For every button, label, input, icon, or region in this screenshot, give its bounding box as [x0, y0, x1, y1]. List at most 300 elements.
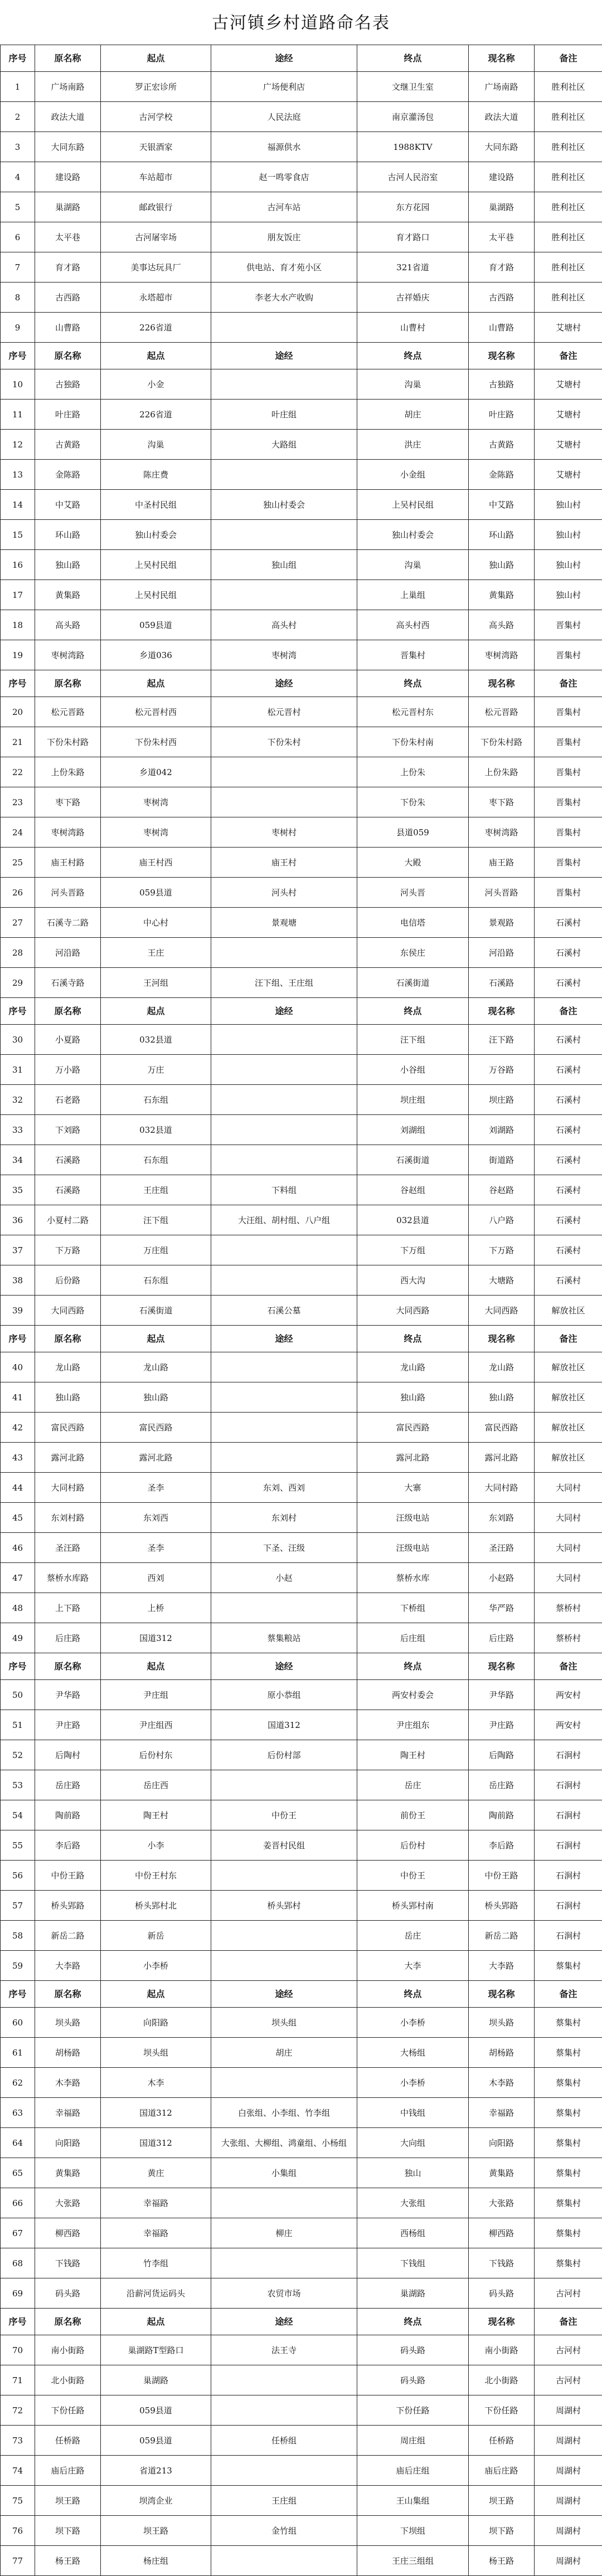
road-naming-table	[0, 45, 602, 2576]
cell-start-point: 圣李	[101, 1533, 211, 1563]
cell-row-number: 72	[1, 2395, 35, 2426]
cell-original-name: 中份王路	[35, 1861, 101, 1891]
cell-original-name: 石老路	[35, 1085, 101, 1115]
cell-row-number: 54	[1, 1800, 35, 1830]
cell-remarks: 大同村	[535, 1503, 602, 1533]
cell-end-point: 大杨组	[357, 2038, 469, 2068]
cell-end-point: 晋集村	[357, 640, 469, 670]
cell-route-via: 王庄组	[211, 2486, 357, 2516]
cell-row-number: 29	[1, 968, 35, 998]
cell-row-number: 75	[1, 2486, 35, 2516]
cell-original-name: 石溪路	[35, 1175, 101, 1205]
table-row	[1, 252, 602, 283]
table-header-row	[1, 343, 602, 369]
header-end-point: 终点	[357, 1326, 469, 1352]
cell-start-point: 向阳路	[101, 2008, 211, 2038]
cell-remarks: 独山村	[535, 520, 602, 550]
table-row	[1, 1296, 602, 1326]
table-row	[1, 757, 602, 787]
cell-original-name: 枣下路	[35, 787, 101, 817]
cell-remarks: 大同村	[535, 1533, 602, 1563]
header-start-point: 起点	[101, 45, 211, 72]
cell-route-via: 庙王村	[211, 848, 357, 878]
cell-remarks: 石涧村	[535, 1800, 602, 1830]
cell-route-via	[211, 1025, 357, 1055]
cell-route-via: 东刘村	[211, 1503, 357, 1533]
cell-start-point: 省道213	[101, 2456, 211, 2486]
cell-remarks: 蔡集村	[535, 2008, 602, 2038]
cell-current-name: 大同村路	[469, 1473, 535, 1503]
cell-remarks: 石溪村	[535, 1235, 602, 1265]
cell-current-name: 谷赵路	[469, 1175, 535, 1205]
cell-start-point: 乡道036	[101, 640, 211, 670]
cell-original-name: 木李路	[35, 2068, 101, 2098]
cell-route-via	[211, 2068, 357, 2098]
cell-end-point: 321省道	[357, 252, 469, 283]
cell-remarks: 石溪村	[535, 1265, 602, 1296]
cell-row-number: 48	[1, 1593, 35, 1623]
cell-row-number: 45	[1, 1503, 35, 1533]
cell-route-via	[211, 757, 357, 787]
cell-start-point: 226省道	[101, 400, 211, 430]
cell-remarks: 古河村	[535, 2278, 602, 2309]
cell-remarks: 胜利社区	[535, 252, 602, 283]
cell-remarks: 古河村	[535, 2335, 602, 2365]
cell-remarks: 胜利社区	[535, 283, 602, 313]
cell-row-number: 1	[1, 72, 35, 102]
cell-remarks: 蔡集村	[535, 2098, 602, 2128]
cell-end-point: 古祥婚庆	[357, 283, 469, 313]
cell-current-name: 古西路	[469, 283, 535, 313]
cell-end-point: 中份王	[357, 1861, 469, 1891]
cell-original-name: 河头晋路	[35, 878, 101, 908]
cell-current-name: 山曹路	[469, 313, 535, 343]
cell-row-number: 35	[1, 1175, 35, 1205]
table-row	[1, 400, 602, 430]
cell-remarks: 胜利社区	[535, 132, 602, 162]
cell-row-number: 43	[1, 1443, 35, 1473]
table-row	[1, 430, 602, 460]
cell-remarks: 晋集村	[535, 848, 602, 878]
table-row	[1, 1770, 602, 1800]
table-row	[1, 610, 602, 640]
cell-original-name: 环山路	[35, 520, 101, 550]
header-end-point: 终点	[357, 1981, 469, 2008]
cell-end-point: 独山路	[357, 1382, 469, 1413]
table-row	[1, 2516, 602, 2546]
header-original-name: 原名称	[35, 1981, 101, 2008]
table-row	[1, 640, 602, 670]
table-row	[1, 2486, 602, 2516]
cell-end-point: 周庄组	[357, 2426, 469, 2456]
cell-remarks: 独山村	[535, 550, 602, 580]
cell-row-number: 25	[1, 848, 35, 878]
cell-end-point: 山曹村	[357, 313, 469, 343]
header-route-via: 途经	[211, 1653, 357, 1680]
cell-route-via	[211, 1055, 357, 1085]
cell-row-number: 74	[1, 2456, 35, 2486]
cell-remarks: 石溪村	[535, 1145, 602, 1175]
cell-route-via	[211, 938, 357, 968]
cell-route-via: 法王寺	[211, 2335, 357, 2365]
cell-start-point: 黄庄	[101, 2158, 211, 2188]
cell-original-name: 岳庄路	[35, 1770, 101, 1800]
table-row	[1, 787, 602, 817]
cell-row-number: 34	[1, 1145, 35, 1175]
cell-end-point: 小金组	[357, 460, 469, 490]
table-row	[1, 1830, 602, 1861]
page-title: 古河镇乡村道路命名表	[0, 0, 602, 42]
cell-start-point: 国道312	[101, 2098, 211, 2128]
cell-current-name: 下万路	[469, 1235, 535, 1265]
cell-current-name: 桥头郢路	[469, 1891, 535, 1921]
cell-end-point: 下万组	[357, 1235, 469, 1265]
cell-row-number: 65	[1, 2158, 35, 2188]
cell-route-via	[211, 2248, 357, 2278]
header-original-name: 原名称	[35, 2309, 101, 2335]
cell-end-point: 巢湖路	[357, 2278, 469, 2309]
table-row	[1, 1382, 602, 1413]
cell-remarks: 周湖村	[535, 2486, 602, 2516]
cell-end-point: 王庄三组组	[357, 2546, 469, 2576]
cell-end-point: 刘湖组	[357, 1115, 469, 1145]
cell-start-point: 沿薪河货运码头	[101, 2278, 211, 2309]
cell-end-point: 上份朱	[357, 757, 469, 787]
cell-remarks: 解放社区	[535, 1382, 602, 1413]
cell-route-via: 下圣、汪级	[211, 1533, 357, 1563]
cell-start-point: 小李	[101, 1830, 211, 1861]
table-row	[1, 1503, 602, 1533]
cell-end-point: 大李	[357, 1951, 469, 1981]
cell-current-name: 太平巷	[469, 222, 535, 252]
cell-current-name: 尹庄路	[469, 1710, 535, 1740]
cell-row-number: 3	[1, 132, 35, 162]
cell-start-point: 罗正宏诊所	[101, 72, 211, 102]
cell-current-name: 杨王路	[469, 2546, 535, 2576]
cell-route-via: 下料组	[211, 1175, 357, 1205]
cell-route-via: 东刘、西刘	[211, 1473, 357, 1503]
cell-original-name: 坝下路	[35, 2516, 101, 2546]
cell-route-via	[211, 1951, 357, 1981]
cell-row-number: 41	[1, 1382, 35, 1413]
cell-row-number: 15	[1, 520, 35, 550]
cell-remarks: 独山村	[535, 580, 602, 610]
cell-route-via	[211, 1085, 357, 1115]
cell-route-via: 蔡集粮站	[211, 1623, 357, 1653]
cell-original-name: 向阳路	[35, 2128, 101, 2158]
cell-start-point: 沟巢	[101, 430, 211, 460]
cell-remarks: 胜利社区	[535, 162, 602, 192]
header-end-point: 终点	[357, 998, 469, 1025]
cell-remarks: 蔡集村	[535, 2038, 602, 2068]
table-row	[1, 1115, 602, 1145]
cell-original-name: 巢湖路	[35, 192, 101, 222]
header-end-point: 终点	[357, 1653, 469, 1680]
cell-route-via	[211, 2456, 357, 2486]
cell-end-point: 沟巢	[357, 550, 469, 580]
header-original-name: 原名称	[35, 998, 101, 1025]
cell-route-via: 胡庄	[211, 2038, 357, 2068]
cell-row-number: 52	[1, 1740, 35, 1770]
cell-end-point: 码头路	[357, 2335, 469, 2365]
cell-remarks: 解放社区	[535, 1352, 602, 1382]
cell-current-name: 建设路	[469, 162, 535, 192]
cell-row-number: 13	[1, 460, 35, 490]
cell-remarks: 两安村	[535, 1710, 602, 1740]
cell-current-name: 庙后庄路	[469, 2456, 535, 2486]
cell-current-name: 景观路	[469, 908, 535, 938]
cell-row-number: 38	[1, 1265, 35, 1296]
cell-current-name: 河头晋路	[469, 878, 535, 908]
header-remarks: 备注	[535, 45, 602, 72]
cell-original-name: 龙山路	[35, 1352, 101, 1382]
header-original-name: 原名称	[35, 1326, 101, 1352]
cell-row-number: 57	[1, 1891, 35, 1921]
cell-route-via: 供电站、育才苑小区	[211, 252, 357, 283]
header-current-name: 现名称	[469, 45, 535, 72]
header-start-point: 起点	[101, 998, 211, 1025]
cell-end-point: 沟巢	[357, 369, 469, 400]
cell-end-point: 龙山路	[357, 1352, 469, 1382]
cell-remarks: 石溪村	[535, 1205, 602, 1235]
cell-end-point: 电信塔	[357, 908, 469, 938]
cell-start-point: 枣树湾	[101, 817, 211, 848]
cell-end-point: 小李桥	[357, 2068, 469, 2098]
cell-start-point: 下份朱村西	[101, 727, 211, 757]
cell-route-via	[211, 1413, 357, 1443]
cell-original-name: 上份朱路	[35, 757, 101, 787]
cell-remarks: 蔡集村	[535, 2068, 602, 2098]
cell-original-name: 古黄路	[35, 430, 101, 460]
cell-route-via	[211, 313, 357, 343]
cell-route-via	[211, 1115, 357, 1145]
table-row	[1, 908, 602, 938]
cell-original-name: 圣汪路	[35, 1533, 101, 1563]
cell-end-point: 岳庄	[357, 1770, 469, 1800]
cell-end-point: 陶王村	[357, 1740, 469, 1770]
cell-current-name: 刘湖路	[469, 1115, 535, 1145]
table-row	[1, 580, 602, 610]
table-header-row	[1, 1981, 602, 2008]
cell-end-point: 西杨组	[357, 2218, 469, 2248]
table-header-row	[1, 2309, 602, 2335]
cell-original-name: 蔡桥水库路	[35, 1563, 101, 1593]
cell-current-name: 枣下路	[469, 787, 535, 817]
cell-remarks: 晋集村	[535, 640, 602, 670]
cell-route-via	[211, 2395, 357, 2426]
cell-row-number: 61	[1, 2038, 35, 2068]
cell-row-number: 71	[1, 2365, 35, 2395]
cell-original-name: 胡杨路	[35, 2038, 101, 2068]
cell-original-name: 金陈路	[35, 460, 101, 490]
cell-row-number: 58	[1, 1921, 35, 1951]
cell-end-point: 小李桥	[357, 2008, 469, 2038]
table-row	[1, 1921, 602, 1951]
cell-row-number: 16	[1, 550, 35, 580]
cell-end-point: 小谷组	[357, 1055, 469, 1085]
cell-start-point: 桥头郢村北	[101, 1891, 211, 1921]
cell-end-point: 洪庄	[357, 430, 469, 460]
cell-original-name: 下份任路	[35, 2395, 101, 2426]
header-current-name: 现名称	[469, 998, 535, 1025]
cell-start-point: 国道312	[101, 2128, 211, 2158]
header-end-point: 终点	[357, 2309, 469, 2335]
cell-route-via: 大张组、大柳组、鸿童组、小杨组	[211, 2128, 357, 2158]
table-row	[1, 72, 602, 102]
table-row	[1, 2456, 602, 2486]
cell-start-point: 石东组	[101, 1085, 211, 1115]
table-row	[1, 2335, 602, 2365]
cell-route-via	[211, 1770, 357, 1800]
table-row	[1, 102, 602, 132]
table-row	[1, 2218, 602, 2248]
table-row	[1, 222, 602, 252]
cell-end-point: 1988KTV	[357, 132, 469, 162]
table-row	[1, 2008, 602, 2038]
cell-row-number: 36	[1, 1205, 35, 1235]
cell-end-point: 汪级电站	[357, 1533, 469, 1563]
cell-route-via: 河头村	[211, 878, 357, 908]
cell-original-name: 下刘路	[35, 1115, 101, 1145]
cell-remarks: 胜利社区	[535, 72, 602, 102]
cell-row-number: 28	[1, 938, 35, 968]
cell-current-name: 木李路	[469, 2068, 535, 2098]
cell-end-point: 独山村委会	[357, 520, 469, 550]
table-row	[1, 1265, 602, 1296]
cell-remarks: 蔡集村	[535, 2158, 602, 2188]
cell-route-via	[211, 2188, 357, 2218]
table-row	[1, 1623, 602, 1653]
cell-route-via	[211, 460, 357, 490]
cell-end-point: 高头村西	[357, 610, 469, 640]
header-row-number: 序号	[1, 343, 35, 369]
cell-end-point: 大同西路	[357, 1296, 469, 1326]
table-header-row	[1, 998, 602, 1025]
header-current-name: 现名称	[469, 670, 535, 697]
cell-start-point: 石东组	[101, 1265, 211, 1296]
cell-row-number: 55	[1, 1830, 35, 1861]
cell-route-via	[211, 580, 357, 610]
cell-original-name: 建设路	[35, 162, 101, 192]
cell-route-via: 高头村	[211, 610, 357, 640]
cell-route-via: 大汪组、胡村组、八户组	[211, 1205, 357, 1235]
cell-start-point: 坝王路	[101, 2516, 211, 2546]
cell-original-name: 后陶村	[35, 1740, 101, 1770]
cell-original-name: 黄集路	[35, 2158, 101, 2188]
cell-start-point: 陶王村	[101, 1800, 211, 1830]
cell-end-point: 后庄组	[357, 1623, 469, 1653]
cell-current-name: 小赵路	[469, 1563, 535, 1593]
cell-row-number: 32	[1, 1085, 35, 1115]
cell-start-point: 独山路	[101, 1382, 211, 1413]
cell-start-point: 王庄组	[101, 1175, 211, 1205]
cell-start-point: 古河屠宰场	[101, 222, 211, 252]
cell-original-name: 高头路	[35, 610, 101, 640]
header-row-number: 序号	[1, 45, 35, 72]
cell-row-number: 49	[1, 1623, 35, 1653]
cell-remarks: 晋集村	[535, 697, 602, 727]
cell-start-point: 天银酒家	[101, 132, 211, 162]
header-remarks: 备注	[535, 1653, 602, 1680]
table-row	[1, 1593, 602, 1623]
cell-current-name: 大李路	[469, 1951, 535, 1981]
cell-end-point: 后份村	[357, 1830, 469, 1861]
cell-route-via: 姜晋村民组	[211, 1830, 357, 1861]
cell-start-point: 陈庄费	[101, 460, 211, 490]
table-row	[1, 1861, 602, 1891]
cell-row-number: 47	[1, 1563, 35, 1593]
cell-current-name: 河沿路	[469, 938, 535, 968]
cell-original-name: 坝王路	[35, 2486, 101, 2516]
cell-row-number: 50	[1, 1680, 35, 1710]
table-row	[1, 697, 602, 727]
cell-route-via: 汪下组、王庄组	[211, 968, 357, 998]
cell-remarks: 两安村	[535, 1680, 602, 1710]
cell-remarks: 艾塘村	[535, 460, 602, 490]
table-row	[1, 1145, 602, 1175]
table-row	[1, 520, 602, 550]
cell-remarks: 石溪村	[535, 1025, 602, 1055]
header-route-via: 途经	[211, 2309, 357, 2335]
cell-remarks: 晋集村	[535, 787, 602, 817]
cell-original-name: 后份路	[35, 1265, 101, 1296]
header-route-via: 途经	[211, 998, 357, 1025]
cell-original-name: 坝头路	[35, 2008, 101, 2038]
cell-end-point: 石溪街道	[357, 1145, 469, 1175]
cell-remarks: 艾塘村	[535, 313, 602, 343]
cell-original-name: 枣树湾路	[35, 817, 101, 848]
cell-original-name: 后庄路	[35, 1623, 101, 1653]
cell-end-point: 下份朱村南	[357, 727, 469, 757]
cell-original-name: 陶前路	[35, 1800, 101, 1830]
cell-start-point: 坝湾企业	[101, 2486, 211, 2516]
cell-route-via: 任桥组	[211, 2426, 357, 2456]
cell-end-point: 大向组	[357, 2128, 469, 2158]
table-row	[1, 727, 602, 757]
cell-original-name: 叶庄路	[35, 400, 101, 430]
table-row	[1, 1533, 602, 1563]
cell-current-name: 新岳二路	[469, 1921, 535, 1951]
header-current-name: 现名称	[469, 1981, 535, 2008]
cell-route-via: 独山村委会	[211, 490, 357, 520]
cell-start-point: 独山村委会	[101, 520, 211, 550]
cell-current-name: 坝下路	[469, 2516, 535, 2546]
cell-route-via	[211, 520, 357, 550]
cell-row-number: 21	[1, 727, 35, 757]
cell-original-name: 桥头郢路	[35, 1891, 101, 1921]
cell-current-name: 政法大道	[469, 102, 535, 132]
cell-current-name: 富民西路	[469, 1413, 535, 1443]
cell-remarks: 石涧村	[535, 1891, 602, 1921]
cell-row-number: 5	[1, 192, 35, 222]
table-row	[1, 550, 602, 580]
cell-end-point: 尹庄组东	[357, 1710, 469, 1740]
cell-end-point: 大寨	[357, 1473, 469, 1503]
cell-row-number: 10	[1, 369, 35, 400]
cell-start-point: 巢湖路	[101, 2365, 211, 2395]
header-current-name: 现名称	[469, 343, 535, 369]
header-end-point: 终点	[357, 670, 469, 697]
cell-start-point: 上桥	[101, 1593, 211, 1623]
cell-row-number: 23	[1, 787, 35, 817]
cell-remarks: 石涧村	[535, 1861, 602, 1891]
cell-original-name: 大同村路	[35, 1473, 101, 1503]
cell-remarks: 石涧村	[535, 1921, 602, 1951]
cell-current-name: 大同西路	[469, 1296, 535, 1326]
cell-original-name: 尹庄路	[35, 1710, 101, 1740]
cell-current-name: 李后路	[469, 1830, 535, 1861]
cell-end-point: 汪级电站	[357, 1503, 469, 1533]
